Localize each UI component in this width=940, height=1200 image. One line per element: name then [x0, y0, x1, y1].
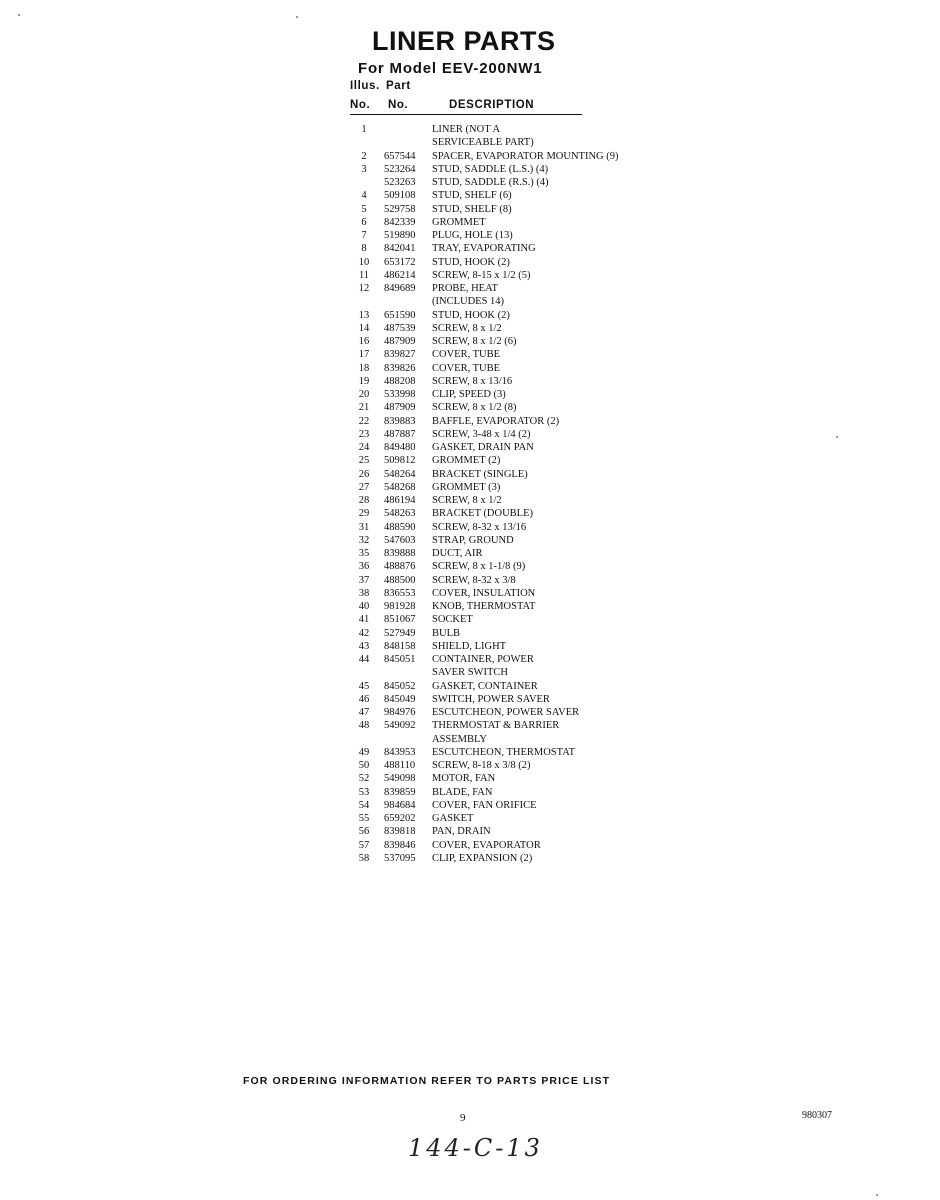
- illus-no: 28: [358, 495, 370, 506]
- part-row: [0, 600, 940, 613]
- part-description: LINER (NOT A: [432, 124, 501, 135]
- part-number: 981928: [384, 601, 416, 612]
- part-row: [0, 295, 940, 308]
- part-row: [0, 481, 940, 494]
- part-description: ESCUTCHEON, POWER SAVER: [432, 707, 580, 718]
- illus-no: 18: [358, 362, 370, 374]
- illus-no: 5: [361, 203, 367, 215]
- illus-no: 41: [358, 614, 370, 626]
- illus-no: 52: [358, 773, 370, 785]
- illus-no: 54: [358, 799, 370, 811]
- illus-no: 4: [361, 190, 367, 202]
- part-number: 519890: [384, 230, 416, 241]
- part-number: 849480: [384, 442, 416, 453]
- part-description: SCREW, 8-18 x 3/8 (2): [432, 760, 531, 771]
- part-number: 848158: [384, 640, 416, 652]
- part-description: ESCUTCHEON, THERMOSTAT: [432, 746, 576, 758]
- part-number: 845052: [384, 680, 416, 692]
- part-number: 487909: [384, 402, 416, 414]
- part-number: 509812: [384, 455, 416, 467]
- part-description: TRAY, EVAPORATING: [432, 243, 536, 255]
- part-number: 651590: [384, 309, 416, 321]
- part-description: STUD, HOOK (2): [432, 256, 510, 268]
- part-description: COVER, FAN ORIFICE: [432, 799, 537, 811]
- illus-no: 11: [358, 269, 370, 281]
- part-description: STUD, SHELF (8): [432, 203, 512, 215]
- part-number: 839883: [384, 415, 416, 427]
- part-row: [0, 401, 940, 414]
- part-row: [0, 521, 940, 534]
- part-description: PAN, DRAIN: [432, 826, 491, 838]
- part-row: [0, 507, 940, 520]
- model-subtitle: For Model EEV-200NW1: [358, 60, 543, 77]
- part-description: GROMMET: [432, 216, 486, 228]
- illus-no: 8: [361, 243, 367, 255]
- part-description: SCREW, 8 x 1/2: [432, 495, 502, 506]
- part-number: 653172: [384, 256, 416, 268]
- part-number: 842041: [384, 243, 416, 255]
- part-description: COVER, INSULATION: [432, 587, 536, 599]
- part-row: [0, 362, 940, 375]
- part-description: SCREW, 8 x 1/2 (6): [432, 336, 517, 347]
- part-number: 487539: [384, 322, 416, 334]
- part-row: [0, 706, 940, 719]
- illus-no: 31: [358, 521, 370, 533]
- part-number: 657544: [384, 150, 416, 162]
- part-number: 851067: [384, 614, 416, 626]
- illus-no: 22: [358, 415, 370, 427]
- part-number: 548264: [384, 468, 416, 480]
- part-description: BRACKET (SINGLE): [432, 468, 528, 480]
- part-number: 548268: [384, 481, 416, 493]
- illus-no: 55: [358, 813, 370, 824]
- part-row: [0, 733, 940, 746]
- part-number: 659202: [384, 813, 416, 824]
- part-row: [0, 680, 940, 693]
- illus-no: 35: [358, 548, 370, 559]
- part-row: [0, 375, 940, 388]
- part-description: BRACKET (DOUBLE): [432, 508, 534, 520]
- part-description: PLUG, HOLE (13): [432, 230, 513, 241]
- illus-no: 21: [358, 402, 370, 414]
- illus-no: 2: [361, 150, 367, 162]
- part-row: [0, 772, 940, 785]
- scan-speck: [18, 14, 20, 16]
- part-row: [0, 256, 940, 269]
- illus-no: 27: [358, 481, 370, 493]
- part-row: [0, 229, 940, 242]
- header-illus-no: No.: [350, 99, 371, 111]
- part-row: [0, 587, 940, 600]
- scan-speck: [876, 1194, 878, 1196]
- part-row: [0, 786, 940, 799]
- part-description: SCREW, 3-48 x 1/4 (2): [432, 428, 531, 440]
- part-row: [0, 282, 940, 295]
- part-row: [0, 839, 940, 852]
- part-description: CONTAINER, POWER: [432, 654, 534, 665]
- part-row: [0, 322, 940, 335]
- part-description: SCREW, 8 x 1/2: [432, 322, 502, 334]
- part-number: 488208: [384, 375, 416, 387]
- illus-no: 37: [358, 574, 370, 586]
- header-illus-top: Illus.: [350, 80, 380, 92]
- part-row: [0, 242, 940, 255]
- part-description: (INCLUDES 14): [432, 296, 505, 308]
- part-row: [0, 415, 940, 428]
- part-description: BAFFLE, EVAPORATOR (2): [432, 415, 560, 427]
- part-description: SCREW, 8 x 1-1/8 (9): [432, 561, 526, 573]
- part-number: 845051: [384, 654, 416, 665]
- illus-no: 26: [358, 468, 370, 480]
- part-description: SHIELD, LIGHT: [432, 640, 507, 652]
- part-number: 849689: [384, 283, 416, 294]
- part-number: 839818: [384, 826, 416, 838]
- part-description: STUD, SADDLE (R.S.) (4): [432, 177, 549, 188]
- part-number: 487909: [384, 336, 416, 347]
- part-number: 488876: [384, 561, 416, 573]
- part-number: 839827: [384, 349, 416, 361]
- part-row: [0, 388, 940, 401]
- illus-no: 50: [358, 760, 370, 771]
- illus-no: 58: [358, 852, 370, 864]
- part-row: [0, 653, 940, 666]
- document-code: 980307: [802, 1110, 832, 1121]
- part-row: [0, 335, 940, 348]
- part-description: DUCT, AIR: [432, 548, 483, 559]
- part-number: 839826: [384, 362, 416, 374]
- illus-no: 53: [358, 786, 370, 798]
- illus-no: 38: [358, 587, 370, 599]
- part-description: SOCKET: [432, 614, 473, 626]
- part-number: 527949: [384, 627, 416, 639]
- illus-no: 36: [358, 561, 370, 573]
- illus-no: 1: [361, 124, 367, 135]
- header-divider: [350, 114, 582, 115]
- part-number: 548263: [384, 508, 416, 520]
- part-row: [0, 666, 940, 679]
- part-row: [0, 693, 940, 706]
- part-number: 984976: [384, 707, 416, 718]
- part-row: [0, 136, 940, 149]
- illus-no: 57: [358, 839, 370, 851]
- illus-no: 19: [358, 375, 370, 387]
- part-number: 529758: [384, 203, 416, 215]
- part-description: GASKET: [432, 813, 474, 824]
- part-description: SWITCH, POWER SAVER: [432, 693, 550, 705]
- part-description: MOTOR, FAN: [432, 773, 496, 785]
- part-description: SCREW, 8-32 x 3/8: [432, 574, 516, 586]
- part-row: [0, 216, 940, 229]
- part-description: STUD, SADDLE (L.S.) (4): [432, 163, 549, 175]
- part-row: [0, 825, 940, 838]
- illus-no: 43: [358, 640, 370, 652]
- part-row: [0, 203, 940, 216]
- illus-no: 48: [358, 720, 370, 732]
- illus-no: 3: [361, 163, 367, 175]
- part-row: [0, 189, 940, 202]
- part-number: 549092: [384, 720, 416, 732]
- illus-no: 56: [358, 826, 370, 838]
- part-description: SERVICEABLE PART): [432, 137, 534, 149]
- illus-no: 25: [358, 455, 370, 467]
- part-number: 839846: [384, 839, 416, 851]
- part-number: 549098: [384, 773, 416, 785]
- part-number: 547603: [384, 534, 416, 546]
- part-row: [0, 150, 940, 163]
- part-row: [0, 163, 940, 176]
- part-row: [0, 640, 940, 653]
- part-description: SCREW, 8-32 x 13/16: [432, 521, 527, 533]
- part-description: GROMMET (2): [432, 455, 501, 467]
- part-row: [0, 852, 940, 865]
- part-number: 509108: [384, 190, 416, 202]
- part-number: 845049: [384, 693, 416, 705]
- part-row: [0, 348, 940, 361]
- part-description: GASKET, DRAIN PAN: [432, 442, 534, 453]
- illus-no: 23: [358, 428, 370, 440]
- part-row: [0, 123, 940, 136]
- scan-speck: [296, 16, 298, 18]
- illus-no: 40: [358, 601, 370, 612]
- illus-no: 10: [358, 256, 370, 268]
- part-row: [0, 547, 940, 560]
- part-description: CLIP, SPEED (3): [432, 389, 506, 400]
- part-row: [0, 441, 940, 454]
- illus-no: 13: [358, 309, 370, 321]
- part-number: 486194: [384, 495, 416, 506]
- header-part-top: Part: [386, 80, 411, 92]
- illus-no: 7: [361, 230, 367, 241]
- part-number: 523264: [384, 163, 416, 175]
- part-number: 523263: [384, 177, 416, 188]
- part-row: [0, 269, 940, 282]
- part-row: [0, 428, 940, 441]
- part-row: [0, 759, 940, 772]
- part-description: COVER, EVAPORATOR: [432, 839, 541, 851]
- part-number: 843953: [384, 746, 416, 758]
- parts-list: [0, 123, 940, 865]
- part-description: COVER, TUBE: [432, 349, 501, 361]
- part-description: SCREW, 8-15 x 1/2 (5): [432, 269, 531, 281]
- illus-no: 16: [358, 336, 370, 347]
- part-description: COVER, TUBE: [432, 362, 501, 374]
- part-row: [0, 176, 940, 189]
- part-row: [0, 468, 940, 481]
- part-row: [0, 812, 940, 825]
- part-number: 487887: [384, 428, 416, 440]
- illus-no: 20: [358, 389, 370, 400]
- part-row: [0, 627, 940, 640]
- part-row: [0, 574, 940, 587]
- part-row: [0, 494, 940, 507]
- part-description: PROBE, HEAT: [432, 283, 498, 294]
- illus-no: 32: [358, 534, 370, 546]
- part-row: [0, 613, 940, 626]
- ordering-note: FOR ORDERING INFORMATION REFER TO PARTS PRICE LIST: [243, 1075, 611, 1087]
- part-number: 533998: [384, 389, 416, 400]
- part-number: 984684: [384, 799, 416, 811]
- part-description: KNOB, THERMOSTAT: [432, 601, 536, 612]
- part-number: 836553: [384, 587, 416, 599]
- page-number: 9: [460, 1112, 466, 1124]
- part-row: [0, 534, 940, 547]
- illus-no: 44: [358, 654, 370, 665]
- illus-no: 29: [358, 508, 370, 520]
- part-number: 842339: [384, 216, 416, 228]
- part-description: STRAP, GROUND: [432, 534, 514, 546]
- part-row: [0, 746, 940, 759]
- part-description: SCREW, 8 x 13/16: [432, 375, 513, 387]
- illus-no: 46: [358, 693, 370, 705]
- illus-no: 24: [358, 442, 370, 453]
- part-row: [0, 454, 940, 467]
- part-number: 537095: [384, 852, 416, 864]
- part-row: [0, 719, 940, 732]
- part-description: THERMOSTAT & BARRIER: [432, 720, 560, 732]
- part-description: GASKET, CONTAINER: [432, 680, 538, 692]
- part-description: SCREW, 8 x 1/2 (8): [432, 402, 517, 414]
- part-row: [0, 799, 940, 812]
- scan-speck: [836, 436, 838, 438]
- illus-no: 17: [358, 349, 370, 361]
- illus-no: 42: [358, 627, 370, 639]
- header-part-no: No.: [388, 99, 409, 111]
- page-title: LINER PARTS: [372, 26, 556, 56]
- part-row: [0, 560, 940, 573]
- part-number: 488110: [384, 760, 416, 771]
- illus-no: 6: [361, 216, 367, 228]
- part-description: BLADE, FAN: [432, 786, 493, 798]
- part-number: 839888: [384, 548, 416, 559]
- illus-no: 49: [358, 746, 370, 758]
- part-number: 488590: [384, 521, 416, 533]
- part-number: 839859: [384, 786, 416, 798]
- part-number: 488500: [384, 574, 416, 586]
- illus-no: 12: [358, 283, 370, 294]
- part-number: 486214: [384, 269, 416, 281]
- part-description: SPACER, EVAPORATOR MOUNTING (9): [432, 150, 619, 162]
- illus-no: 45: [358, 680, 370, 692]
- part-description: CLIP, EXPANSION (2): [432, 852, 533, 864]
- part-description: BULB: [432, 627, 461, 639]
- illus-no: 47: [358, 707, 370, 718]
- part-description: STUD, HOOK (2): [432, 309, 510, 321]
- part-row: [0, 309, 940, 322]
- illus-no: 14: [358, 322, 370, 334]
- part-description: ASSEMBLY: [432, 733, 487, 745]
- part-description: GROMMET (3): [432, 481, 501, 493]
- handwritten-note: 144-C-13: [408, 1134, 543, 1162]
- part-description: SAVER SWITCH: [432, 667, 508, 679]
- header-description: DESCRIPTION: [449, 99, 535, 111]
- part-description: STUD, SHELF (6): [432, 190, 512, 202]
